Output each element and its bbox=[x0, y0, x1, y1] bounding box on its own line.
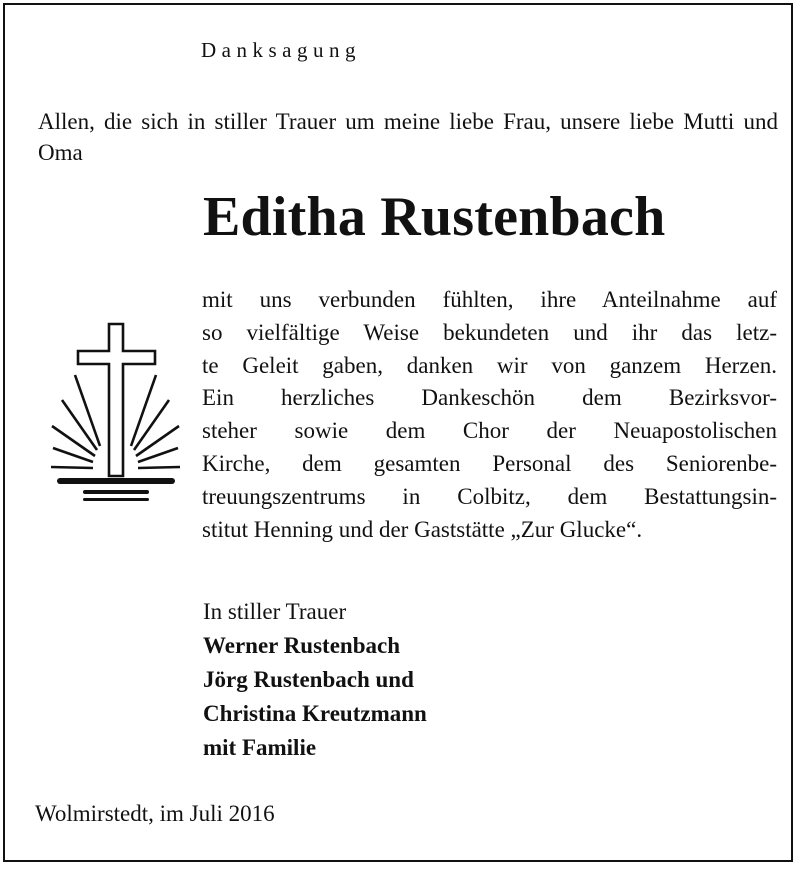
thanks-line: so vielfältige Weise bekundeten und ihr das letz- bbox=[202, 319, 777, 345]
cross-rising-sun-icon bbox=[43, 318, 187, 502]
thanks-text bbox=[202, 284, 777, 546]
signature-name: Jörg Rustenbach und bbox=[203, 667, 414, 692]
signature-block bbox=[203, 595, 427, 765]
signature-name: mit Familie bbox=[203, 735, 317, 760]
place-date: Wolmirstedt, im Juli 2016 bbox=[35, 801, 275, 826]
thanks-line: treuungszentrums in Colbitz, dem Bestattungsin- bbox=[202, 483, 777, 509]
signature-name: Christina Kreutzmann bbox=[203, 701, 427, 726]
deceased-name: Editha Rustenbach bbox=[203, 186, 666, 248]
thanks-line: Kirche, dem gesamten Personal des Seniorenbe- bbox=[202, 450, 777, 476]
signature-name: Werner Rustenbach bbox=[203, 633, 400, 658]
signature-intro: In stiller Trauer bbox=[203, 599, 347, 624]
obituary-notice bbox=[3, 3, 793, 862]
notice-heading: Danksagung bbox=[201, 38, 361, 62]
thanks-line: Ein herzliches Dankeschön dem Bezirksvor- bbox=[202, 385, 777, 411]
thanks-line: steher sowie dem Chor der Neuapostolischen bbox=[202, 418, 777, 444]
thanks-line: te Geleit gaben, danken wir von ganzem Herzen. bbox=[202, 352, 777, 378]
thanks-line: stitut Henning und der Gaststätte „Zur Glucke“. bbox=[202, 516, 643, 542]
intro-text: Allen, die sich in stiller Trauer um meine liebe Frau, unsere liebe Mutti und Oma bbox=[38, 109, 778, 165]
thanks-line: mit uns verbunden fühlten, ihre Anteilnahme auf bbox=[202, 287, 777, 312]
